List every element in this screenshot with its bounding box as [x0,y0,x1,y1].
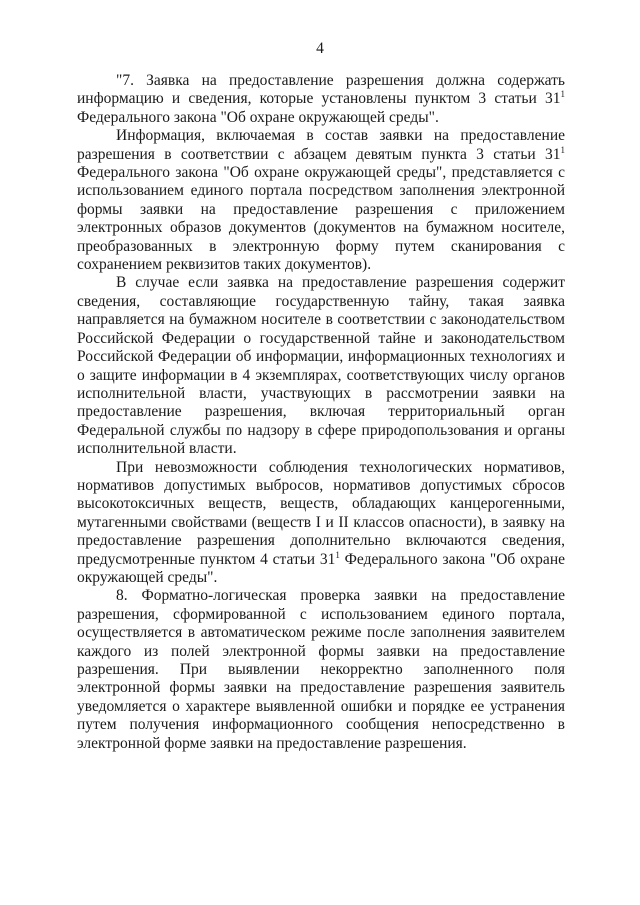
paragraph-information [77,127,565,274]
paragraph-text: При невозможности соблюдения технологических нормативов, нормативов допустимых выбросов, нормативов допустимых сбросов высокотоксичных веществ, веществ, обладающих канцерогенными, мутагенными свойствами (веществ I и II классов опасности), в заявку на предоставление разрешения дополнительно включаются сведения, предусмотренные пунктом 4 статьи 31 [77,458,565,568]
document-body [77,72,565,753]
paragraph-item-7 [77,72,565,127]
superscript-marker: 1 [335,549,340,560]
paragraph-text: 8. Форматно-логическая проверка заявки на предоставление разрешения, сформированной с использованием единого портала, осуществляется в автоматическом режиме после заполнения заявителем каждого из полей электронной формы заявки на предоставление разрешения. При выявлении некорректно заполненного поля электронной формы заявки на предоставление разрешения заявитель уведомляется о характере выявленной ошибки и порядке ее устранения путем получения информационного сообщения непосредственно в электронной форме заявки на предоставление разрешения. [77,587,565,752]
superscript-marker: 1 [560,89,565,100]
superscript-marker: 1 [560,144,565,155]
paragraph-additional-info [77,459,565,588]
paragraph-text: Информация, включаемая в состав заявки на предоставление разрешения в соответствии с абзацем девятым пункта 3 статьи 31 [77,127,565,163]
paragraph-text: "7. Заявка на предоставление разрешения должна содержать информацию и сведения, которые установлены пунктом 3 статьи 31 [77,72,565,108]
paragraph-state-secret [77,274,565,458]
paragraph-item-8 [77,587,565,753]
paragraph-text: Федерального закона "Об охране окружающей среды". [77,108,439,126]
paragraph-text: Федерального закона "Об охране окружающей среды", представляется с использованием единого портала посредством заполнения электронной формы заявки на предоставление разрешения с приложением электронных образов документов (документов на бумажном носителе, преобразованных в электронную форму путем сканирования с сохранением реквизитов таких документов). [77,164,565,274]
paragraph-text: В случае если заявка на предоставление разрешения содержит сведения, составляющие государственную тайну, такая заявка направляется на бумажном носителе в соответствии с законодательством Российской Федерации о государственной тайне и законодательством Российской Федерации об информации, информационных технологиях и о защите информации в 4 экземплярах, соответствующих числу органов исполнительной власти, участвующих в рассмотрении заявки на предоставление разрешения, включая территориальный орган Федеральной службы по надзору в сфере природопользования и органы исполнительной власти. [77,274,565,458]
page-number: 4 [316,40,324,57]
paragraph-text: Федерального закона "Об охране окружающей среды". [77,550,565,586]
